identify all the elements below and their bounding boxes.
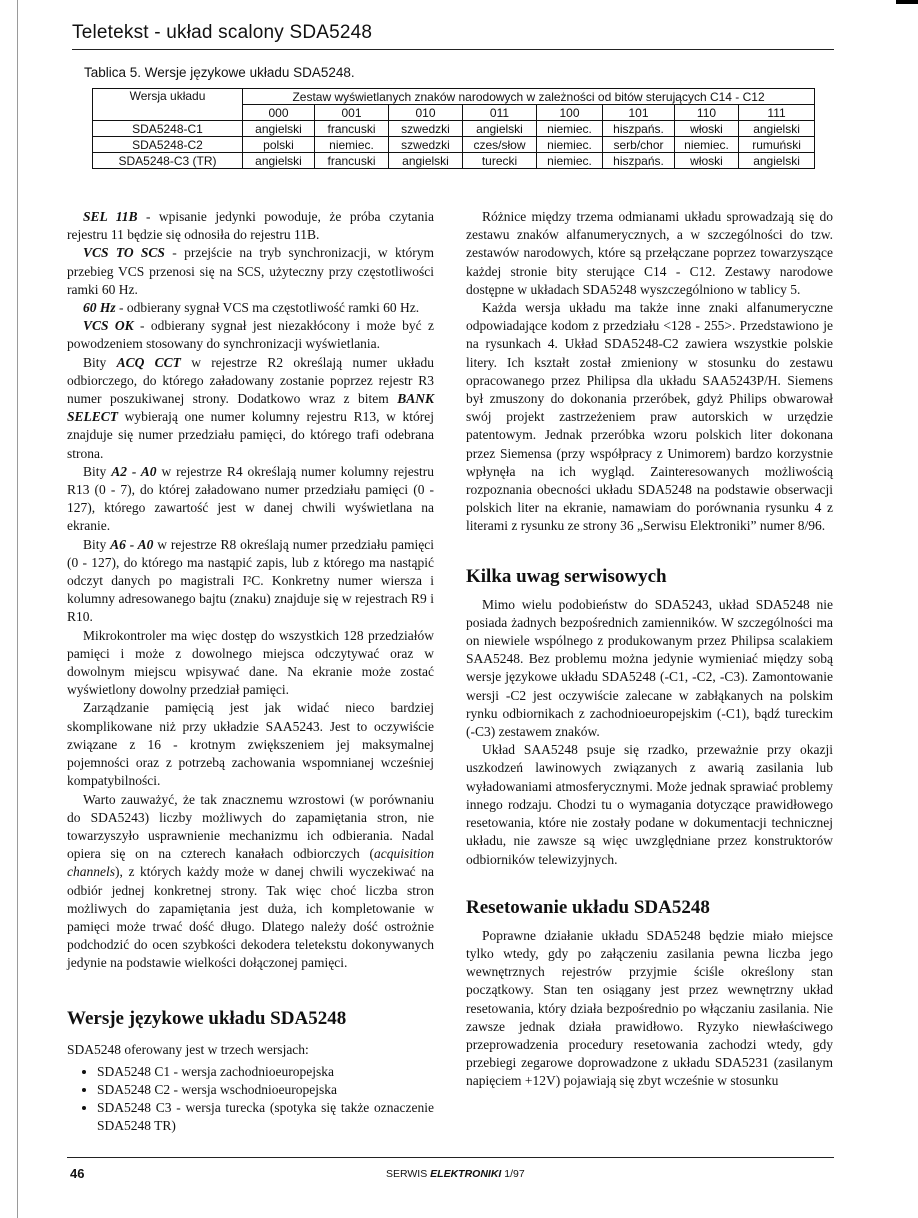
term: 60 Hz (83, 300, 116, 316)
bit-code-header: 100 (537, 105, 603, 121)
table-cell: niemiec. (315, 137, 389, 153)
paragraph-text: - odbierany sygnał jest niezakłócony i może być z powodzeniem stosowany do synchronizacji wyświetlania. (67, 318, 434, 352)
table-cell: hiszpańs. (603, 153, 675, 169)
version-cell: SDA5248-C3 (TR) (93, 153, 243, 169)
term: BANK SELECT (67, 391, 434, 425)
table-cell: angielski (739, 121, 815, 137)
bit-code-header: 110 (675, 105, 739, 121)
paragraph: Różnice między trzema odmianami układu sprowadzają się do zestawu znaków alfanumerycznych, a w szczególności do tzw. zestawów narodowych, które są przełączane poprzez towarzyszące każdej stronie bity sterujące C14 - C12. Zestawy narodowe dostępne w układach SDA5248 wyszczególniono w tablicy 5. (466, 209, 833, 297)
table-cell: niemiec. (537, 121, 603, 137)
paragraph-text: w rejestrze R2 określają numer układu odbiorczego, do którego załadowany zostanie poprzez rejestr R3 numer poszukiwanej strony. Dodatkowo wraz z bitem (67, 354, 434, 407)
paragraph (67, 299, 434, 317)
table-cell: włoski (675, 121, 739, 137)
table-row (93, 153, 815, 169)
table-cell: angielski (243, 121, 315, 137)
table-cell: szwedzki (389, 137, 463, 153)
bit-code-header: 000 (243, 105, 315, 121)
journal-brand: ELEKTRONIKI (430, 1168, 502, 1180)
version-cell: SDA5248-C2 (93, 137, 243, 153)
paragraph-text: Bity (83, 536, 111, 552)
paragraph (67, 463, 434, 536)
version-cell: SDA5248-C1 (93, 121, 243, 137)
table-corner-header: Wersja układu (93, 89, 243, 121)
list-item: • SDA5248 C1 - wersja zachodnioeuropejska (97, 1063, 434, 1081)
table-group-header: Zestaw wyświetlanych znaków narodowych w zależności od bitów sterujących C14 - C12 (243, 89, 815, 105)
paragraph-text: Warto zauważyć, że tak znacznemu wzrostowi (w porównaniu do SDA5243) liczby możliwych do zapamiętania stron, nie towarzyszyło usprawnienie mechanizmu ich odbierania. Nadal opiera się on na czterech kanałach odbiorczych ( (67, 791, 434, 862)
bit-code-header: 010 (389, 105, 463, 121)
paragraph-text: - wpisanie jedynki powoduje, że próba czytania rejestru 11 będzie się odnosiła do rejestru 11B. (67, 209, 434, 243)
term: ACQ CCT (116, 354, 181, 370)
paragraph-text: - przejście na tryb synchronizacji, w którym przebieg VCS przenosi się na SCS, użyteczny przy częstotliwości ramki 60 Hz. (67, 245, 434, 297)
footer-journal (386, 1168, 525, 1180)
journal-prefix: SERWIS (386, 1168, 431, 1180)
term: A2 - A0 (111, 463, 157, 479)
section-heading-reset: Resetowanie układu SDA5248 (466, 896, 710, 918)
paragraph (67, 791, 434, 973)
table-row (93, 137, 815, 153)
header-rule (72, 49, 834, 50)
term: SEL 11B (83, 209, 138, 224)
table-cell: francuski (315, 153, 389, 169)
paragraph-text: wybierają one numer kolumny rejestru R13, w której znajduje się numer przedziału pamięci, do którego trafi odebrana strona. (67, 409, 434, 461)
table-row (93, 121, 815, 137)
table-cell: angielski (463, 121, 537, 137)
table-cell: czes/słow (463, 137, 537, 153)
term: A6 - A0 (110, 536, 154, 552)
table-cell: niemiec. (537, 153, 603, 169)
paragraph (67, 354, 434, 463)
table-cell: niemiec. (537, 137, 603, 153)
bit-code-header: 111 (739, 105, 815, 121)
scan-corner-mark (896, 0, 918, 4)
paragraph: Układ SAA5248 psuje się rzadko, przeważnie przy okazji uszkodzeń lawinowych związanych z awarią zasilania lub wyładowaniami atmosferycznymi. Może jednak sprawiać problemy innego rodzaju. Chodzi tu o wymagania dotyczące prawidłowego resetowania, które nie zostały podane w dokumentacji technicznej układu, nie zawsze są więc uwzględniane przez konstruktorów odbiorników telewizyjnych. (466, 742, 833, 867)
table-cell: angielski (739, 153, 815, 169)
paragraph-text: Bity (83, 354, 117, 370)
page-number: 46 (70, 1166, 85, 1181)
paragraph: Zarządzanie pamięcią jest jak widać nieco bardziej skomplikowane niż przy układzie SAA5243. Jest to oczywiście związane z 16 - krotnym zwiększeniem jej maksymalnej pojemności oraz z potrzebą zachowania wspomnianej wcześniej kompatybilności. (67, 700, 434, 789)
bit-code-header: 001 (315, 105, 389, 121)
section-heading-service: Kilka uwag serwisowych (466, 565, 667, 587)
paragraph-text: Bity (83, 463, 112, 479)
table-cell: szwedzki (389, 121, 463, 137)
term: VCS OK (83, 318, 134, 334)
running-header: Teletekst - układ scalony SDA5248 (72, 22, 373, 43)
table-cell: angielski (389, 153, 463, 169)
table-cell: hiszpańs. (603, 121, 675, 137)
language-versions-table (92, 88, 815, 169)
list-item: • SDA5248 C2 - wersja wschodnioeuropejska (97, 1081, 434, 1099)
journal-issue: 1/97 (501, 1168, 525, 1180)
paragraph: Każda wersja układu ma także inne znaki alfanumeryczne odpowiadające kodom z przedziału <128 - 255>. Przedstawiono je na rysunkach 4. Układ SDA5248-C2 zawiera wszystkie polskie litery. Ich kształt został zmieniony w stosunku do zestawu opracowanego przez Philipsa dla układu SAA5243P/H. Siemens był zmuszony do dokonania przeróbek, gdyż Philips obwarował swój projekt zastrzeżeniem praw autorskich w urzędzie patentowym. Jednak przeróbka wzoru polskich liter dokonana przez Siemensa (przy współpracy z Unimorem) bardzo korzystnie wpłynęła na ich wygląd. Zainteresowanych możliwością rozpoznania obecności układu SDA5248 na podstawie obserwacji polskich liter na ekranie, namawiam do porównania rysunku 4 z literami z rysunku ze strony 36 „Serwisu Elektroniki” numer 8/96. (466, 300, 833, 534)
paragraph (67, 244, 434, 299)
section-heading-versions: Wersje językowe układu SDA5248 (67, 1007, 347, 1029)
table-cell: serb/chor (603, 137, 675, 153)
left-column (67, 208, 434, 1136)
paragraph-text: ), z których każdy może w danej chwili wyczekiwać na odbiór jednej konkretnej strony. Tak więc choć liczba stron możliwych do zapamiętania jest duża, ich kompletowanie w pamięci może trwać dość długo. Dlatego należy dość ostrożnie podchodzić do ocen szybkości dekodera teletekstu dokonywanych jedynie na podstawie wielkości dołączonej pamięci. (67, 864, 434, 971)
table-cell: angielski (243, 153, 315, 169)
paragraph (67, 536, 434, 627)
paragraph: SDA5248 oferowany jest w trzech wersjach: (67, 1041, 309, 1057)
versions-list (67, 1063, 434, 1136)
list-item: • SDA5248 C3 - wersja turecka (spotyka się także oznaczenie SDA5248 TR) (97, 1099, 434, 1135)
term: VCS TO SCS (83, 245, 165, 261)
scan-left-edge (17, 0, 18, 1218)
term: acquisition channels (67, 846, 434, 880)
table-caption: Tablica 5. Wersje językowe układu SDA5248. (84, 65, 355, 80)
paragraph: Mikrokontroler ma więc dostęp do wszystkich 128 przedziałów pamięci i może z dowolnego miejsca odczytywać oraz w dowolnym miejscu wpisywać dane. Na ekranie może zostać wyświetlony dowolny przedział pamięci. (67, 627, 434, 698)
paragraph-text: - odbierany sygnał VCS ma częstotliwość ramki 60 Hz. (115, 300, 420, 316)
table-cell: turecki (463, 153, 537, 169)
paragraph: Mimo wielu podobieństw do SDA5243, układ SDA5248 nie posiada żadnych bezpośrednich zamienników. W szczególności ma on niewiele wspólnego z produkowanym przez Philipsa scalakiem SAA5248. Bez problemu można jedynie wymieniać między sobą wersje językowe układu SDA5248 (-C1, -C2, -C3). Zamontowanie wersji -C2 jest oczywiście zalecane w zabłąkanych na polskim rynku odbiornikach z zachodnioeuropejskim (-C1), bądź tureckim (-C3) zestawem znaków. (466, 596, 833, 740)
paragraph (67, 317, 434, 353)
paragraph-text: w rejestrze R4 określają numer kolumny rejestru R13 (0 - 7), do której załadowano numer przedziału pamięci (0 - 127), którego zawartość jest w danej chwili wyświetlana na ekranie. (67, 463, 434, 534)
paragraph: Poprawne działanie układu SDA5248 będzie miało miejsce tylko wtedy, gdy po załączeniu zasilania pewna liczba jego wewnętrznych rejestrów przyjmie ściśle określony stan początkowy. Stan ten osiągany jest przez wewnętrzny układ resetowania, który działa bezpośrednio po włączaniu zasilania. Nie zawsze jednak działa prawidłowo. Ryzyko niewłaściwego przeprowadzenia procedury resetowania zachodzi wtedy, gdy przebiegi zegarowe doprowadzone z układu SDA5231 (zasilanym napięciem +12V) pojawiają się zbyt wcześnie w stosunku (466, 927, 833, 1089)
table-cell: rumuński (739, 137, 815, 153)
table-cell: niemiec. (675, 137, 739, 153)
table-cell: włoski (675, 153, 739, 169)
footer-rule (67, 1157, 834, 1158)
right-column (466, 208, 833, 1091)
bit-code-header: 101 (603, 105, 675, 121)
paragraph-text: w rejestrze R8 określają numer przedziału pamięci (0 - 127), do którego ma nastąpić zapis, lub z którego ma nastąpić odczyt danych po magistrali I²C. Konkretny numer wiersza i kolumny adresowanego bajtu (znaku) znajduje się w rejestrach R9 i R10. (67, 536, 434, 625)
paragraph (67, 208, 434, 244)
bit-code-header: 011 (463, 105, 537, 121)
table-cell: polski (243, 137, 315, 153)
table-cell: francuski (315, 121, 389, 137)
